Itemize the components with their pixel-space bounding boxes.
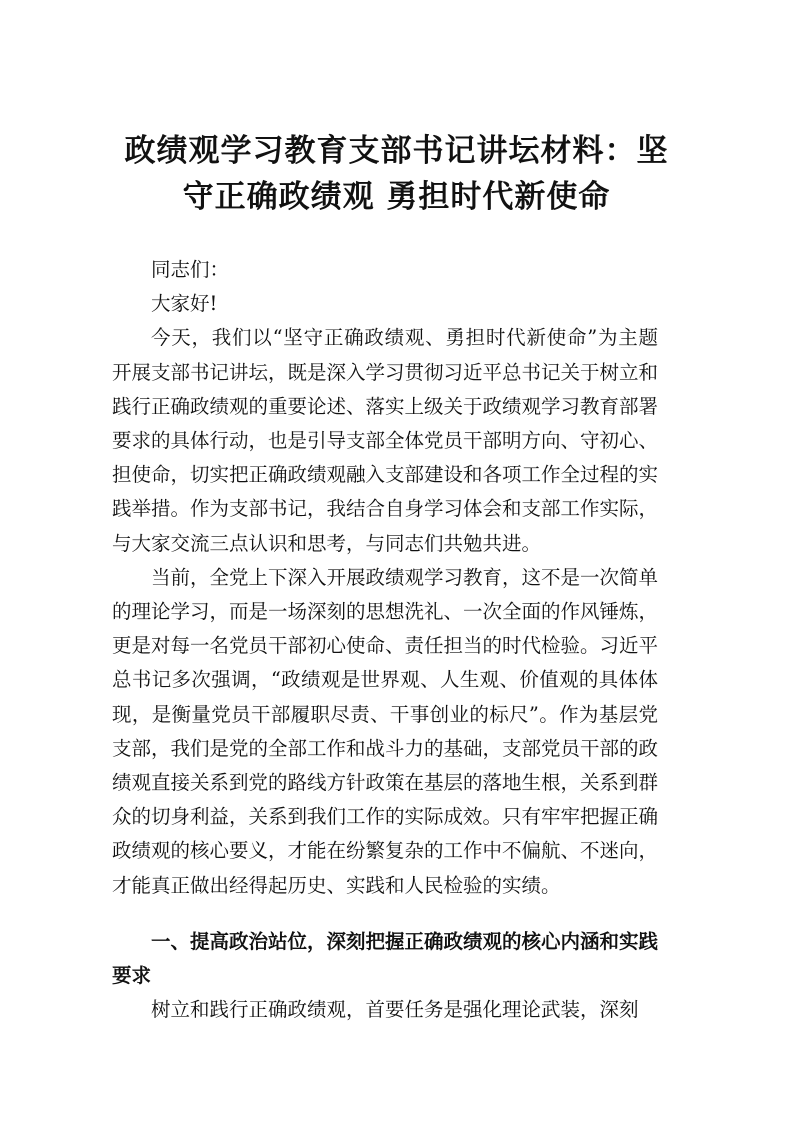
document-body	[112, 253, 658, 1027]
section-heading: 一、提高政治站位，深刻把握正确政绩观的核心内涵和实践要求	[112, 929, 659, 988]
salutation: 同志们：	[151, 258, 230, 281]
paragraph: 当前，全党上下深入开展政绩观学习教育，这不是一次简单的理论学习，而是一场深刻的思想洗礼、一次全面的作风锤炼，更是对每一名党员干部初心使命、责任担当的时代检验。习近平总书记多次强调，“政绩观是世界观、人生观、价值观的具体体现，是衡量党员干部履职尽责、干事创业的标尺”。作为基层党支部，我们是党的全部工作和战斗力的基础，支部党员干部的政绩观直接关系到党的路线方针政策在基层的落地生根，关系到群众的切身利益，关系到我们工作的实际成效。只有牢牢把握正确政绩观的核心要义，才能在纷繁复杂的工作中不偏航、不迷向，才能真正做出经得起历史、实践和人民检验的实绩。	[112, 565, 659, 897]
greeting: 大家好!	[151, 292, 218, 316]
document-title: 政绩观学习教育支部书记讲坛材料：坚守正确政绩观 勇担时代新使命	[124, 133, 669, 215]
paragraph: 今天，我们以“坚守正确政绩观、勇担时代新使命”为主题开展支部书记讲坛，既是深入学习贯彻习近平总书记关于树立和践行正确政绩观的重要论述、落实上级关于政绩观学习教育部署要求的具体行动，也是引导支部全体党员干部明方向、守初心、担使命，切实把正确政绩观融入支部建设和各项工作全过程的实践举措。作为支部书记，我结合自身学习体会和支部工作实际，与大家交流三点认识和思考，与同志们共勉共进。	[112, 326, 659, 555]
paragraph: 树立和践行正确政绩观，首要任务是强化理论武装，深刻	[151, 998, 639, 1022]
